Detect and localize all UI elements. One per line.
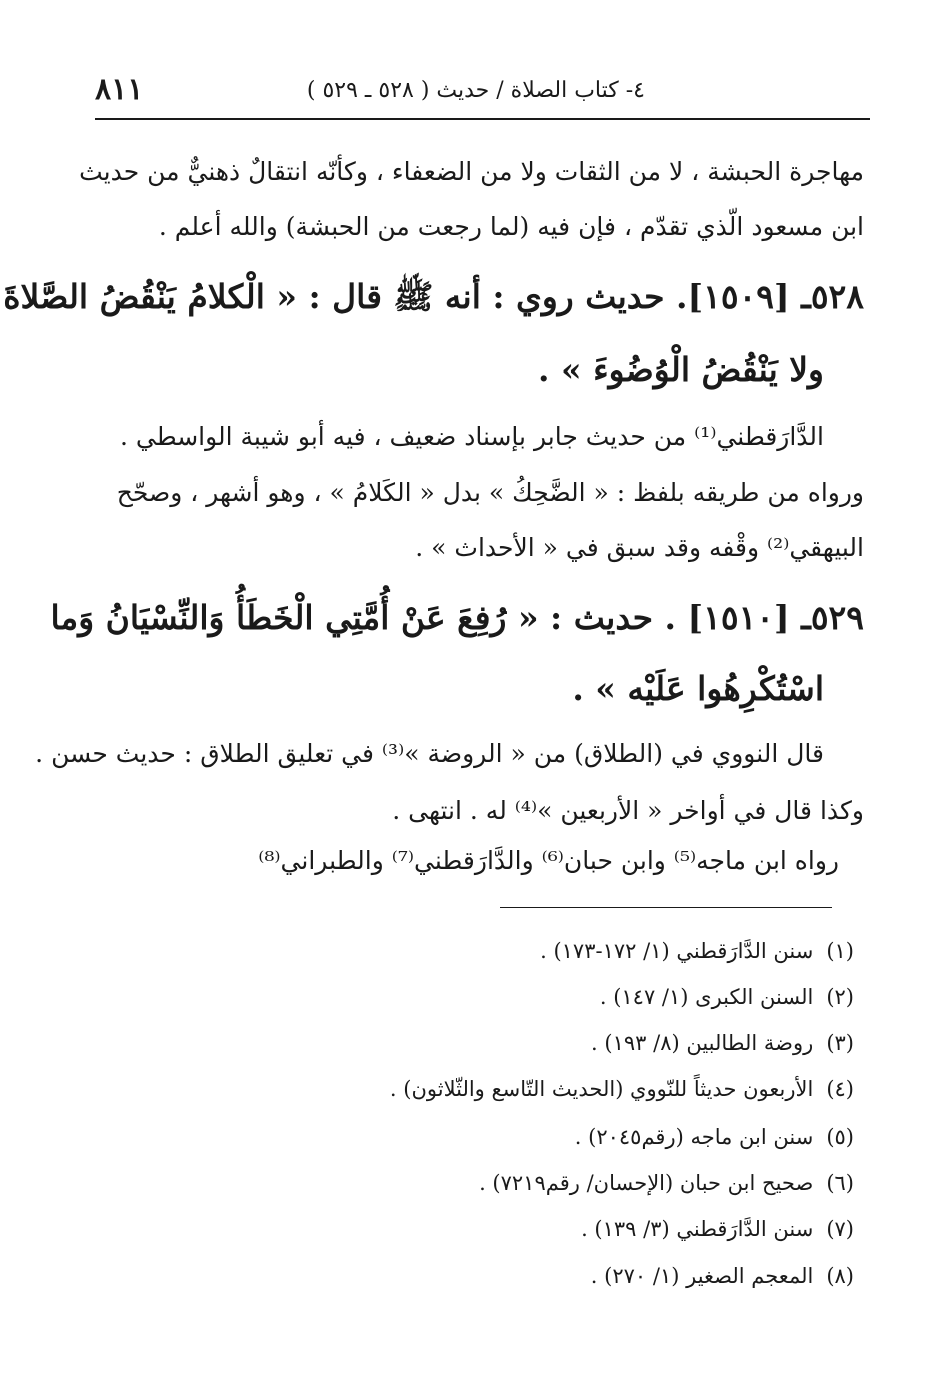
footnote-separator (500, 907, 832, 908)
footnote-7 (581, 1215, 854, 1243)
footnote-8 (591, 1262, 854, 1290)
footnote-text: المعجم الصغير (١/ ٢٧٠) . (590, 1264, 814, 1288)
page-header (95, 66, 870, 126)
footnote-text: روضة الطالبين (٨/ ١٩٣) . (591, 1031, 814, 1055)
footnote-text: سنن الدَّارَقطني (٣/ ١٣٩) . (581, 1217, 814, 1241)
footnote-number: (٤) (826, 1077, 854, 1101)
header-rule (95, 118, 870, 120)
hadith-528-line-2: ولا يَنْقُضُ الْوُضُوءَ » . (538, 350, 824, 389)
hadith-529-line-1: ٥٢٩ـ [١٥١٠] . حديث : « رُفِعَ عَنْ أُمَّتِي الْخَطَأُ وَالنِّسْيَانُ وَما (50, 598, 864, 637)
paragraph-1-line-2: ابن مسعود الّذي تقدّم ، فإن فيه (لما رجعت من الحبشة) والله أعلم . (158, 212, 864, 241)
footnote-6 (479, 1169, 854, 1197)
footnote-number: (٢) (826, 985, 854, 1009)
paragraph-2-line-3: البيهقي⁽²⁾ وقْفه وقد سبق في « الأحداث » . (415, 533, 864, 562)
footnote-number: (١) (826, 939, 854, 963)
running-title: ٤- كتاب الصلاة / حديث ( ٥٢٨ ـ ٥٢٩ ) (306, 78, 645, 103)
paragraph-2-line-2: ورواه من طريقه بلفظ : « الضَّحِكُ » بدل « الكَلامُ » ، وهو أشهر ، وصحّح (116, 478, 864, 507)
footnote-text: صحيح ابن حبان (الإحسان/ رقم٧٢١٩) . (479, 1171, 814, 1195)
paragraph-2-line-1: الدَّارَقطني⁽¹⁾ من حديث جابر بإسناد ضعيف ، فيه أبو شيبة الواسطي . (119, 422, 824, 451)
footnote-number: (٨) (826, 1264, 854, 1288)
footnote-text: الأربعون حديثاً للنّووي (الحديث التّاسع والثّلاثون) . (389, 1077, 814, 1101)
footnote-1 (540, 937, 854, 965)
paragraph-3-line-3: رواه ابن ماجه⁽⁵⁾ وابن حبان⁽⁶⁾ والدَّارَقطني⁽⁷⁾ والطبراني⁽⁸⁾ (258, 846, 839, 875)
footnote-number: (٥) (826, 1125, 854, 1149)
footnote-2 (600, 983, 854, 1011)
footnote-4 (390, 1075, 854, 1103)
footnote-text: السنن الكبرى (١/ ١٤٧) . (599, 985, 814, 1009)
hadith-529-line-2: اسْتُكْرِهُوا عَلَيْه » . (572, 669, 824, 708)
footnote-number: (٧) (826, 1217, 854, 1241)
hadith-528-line-1: ٥٢٨ـ [١٥٠٩]. حديث روي : أنه ﷺ قال : « الْكلامُ يَنْقُضُ الصَّلاةَ (3, 277, 864, 316)
paragraph-1-line-1: مهاجرة الحبشة ، لا من الثقات ولا من الضعفاء ، وكأنّه انتقالٌ ذهنيٌّ من حديث (79, 157, 864, 186)
footnote-number: (٦) (826, 1171, 854, 1195)
footnote-3 (591, 1029, 854, 1057)
footnote-5 (575, 1123, 854, 1151)
footnote-text: سنن ابن ماجه (رقم٢٠٤٥) . (574, 1125, 814, 1149)
paragraph-3-line-2: وكذا قال في أواخر « الأربعين »⁽⁴⁾ له . انتهى . (392, 796, 864, 825)
page-number: ٨١١ (95, 72, 144, 107)
paragraph-3-line-1: قال النووي في (الطلاق) من « الروضة »⁽³⁾ في تعليق الطلاق : حديث حسن . (35, 739, 824, 768)
footnote-text: سنن الدَّارَقطني (١/ ١٧٢-١٧٣) . (540, 939, 814, 963)
footnote-number: (٣) (826, 1031, 854, 1055)
